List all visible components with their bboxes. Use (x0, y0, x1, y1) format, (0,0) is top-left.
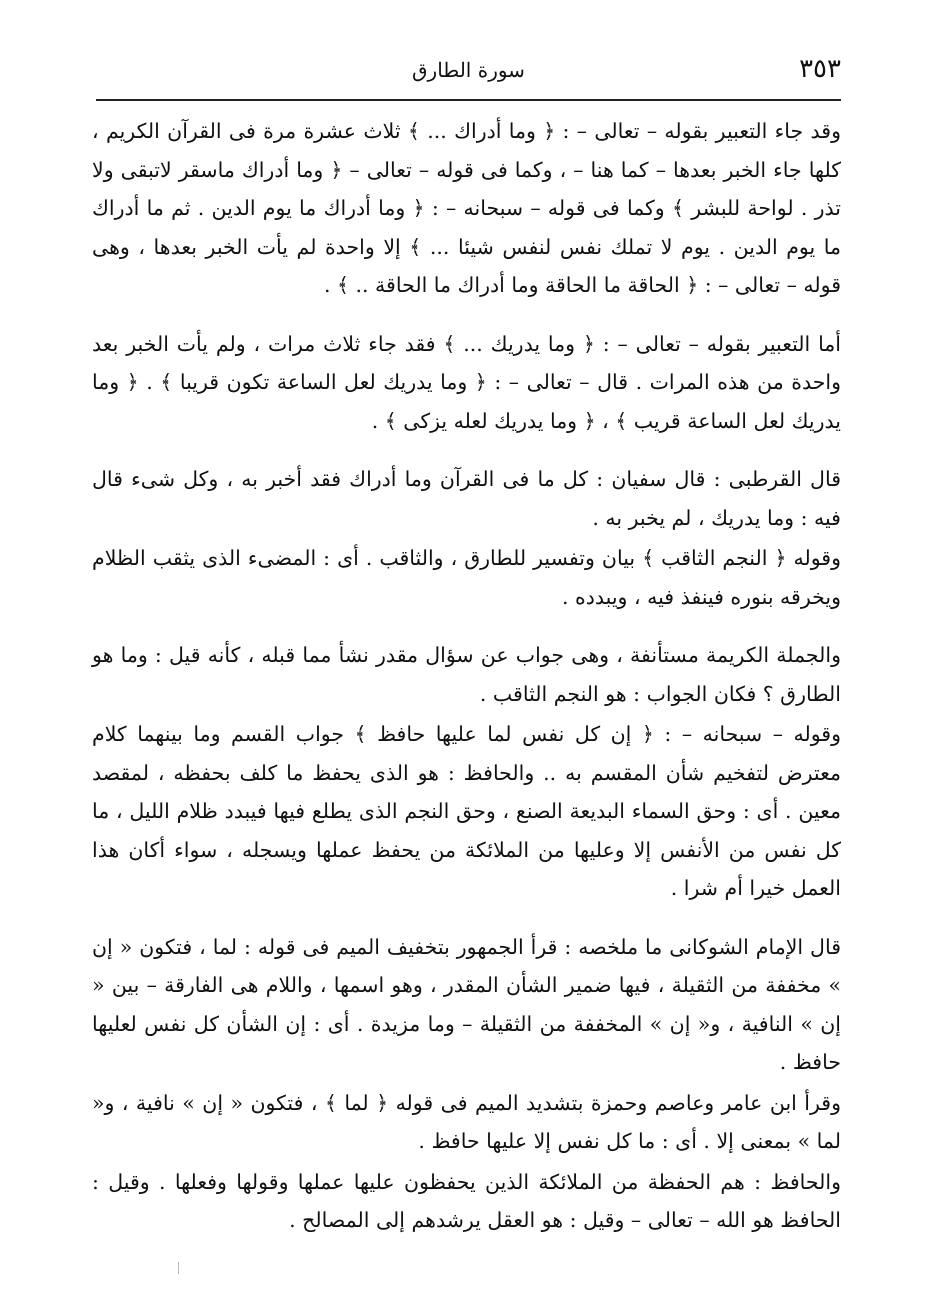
surah-title: سورة الطارق (412, 58, 525, 82)
paragraph: وقوله – سبحانه – : ﴿ إن كل نفس لما عليها حافظ ﴾ جواب القسم وما بينهما كلام معترض لتفخيم شأن المقسم به .. والحافظ : هو الذى يحفظ ما كلف بحفظه ، لمقصد معين . أى : وحق السماء البديعة الصنع ، وحق النجم الذى يطلع فيها فيبدد ظلام الليل ، ما كل نفس من الأنفس إلا وعليها من الملائكة من يحفظ عملها ويسجله ، سواء أكان هذا العمل خيرا أم شرا . (92, 722, 841, 900)
page-body (92, 112, 841, 1240)
paragraph: وقرأ ابن عامر وعاصم وحمزة بتشديد الميم فى قوله ﴿ لما ﴾ ، فتكون « إن » نافية ، و« لما » بمعنى إلا . أى : ما كل نفس إلا عليها حافظ . (92, 1090, 841, 1153)
paragraph: أما التعبير بقوله – تعالى – : ﴿ وما يدريك ... ﴾ فقد جاء ثلاث مرات ، ولم يأت الخبر بعد واحدة من هذه المرات . قال – تعالى – : ﴿ وما يدريك لعل الساعة تكون قريبا ﴾ . ﴿ وما يدريك لعل الساعة قريب ﴾ ، ﴿ وما يدريك لعله يزكى ﴾ . (92, 331, 841, 433)
paragraph: وقد جاء التعبير بقوله – تعالى – : ﴿ وما أدراك ... ﴾ ثلاث عشرة مرة فى القرآن الكريم ، كلها جاء الخبر بعدها – كما هنا – ، وكما فى قوله – تعالى – ﴿ وما أدراك ماسقر لاتبقى ولا تذر . لواحة للبشر ﴾ وكما فى قوله – سبحانه – : ﴿ وما أدراك ما يوم الدين . ثم ما أدراك ما يوم الدين . يوم لا تملك نفس لنفس شيئا ... ﴾ إلا واحدة لم يأت الخبر بعدها ، وهى قوله – تعالى – : ﴿ الحاقة ما الحاقة وما أدراك ما الحاقة .. ﴾ . (92, 119, 841, 297)
paragraph: قال القرطبى : قال سفيان : كل ما فى القرآن وما أدراك فقد أخبر به ، وكل شىء قال فيه : وما يدريك ، لم يخبر به . (92, 467, 841, 530)
header-divider (96, 99, 841, 101)
paragraph: وقوله ﴿ النجم الثاقب ﴾ بيان وتفسير للطارق ، والثاقب . أى : المضىء الذى يثقب الظلام ويخرقه بنوره فينفذ فيه ، ويبدده . (92, 546, 841, 609)
page-number: ٣٥٣ (799, 54, 841, 84)
scan-mark (178, 1262, 179, 1274)
paragraph: قال الإمام الشوكانى ما ملخصه : قرأ الجمهور بتخفيف الميم فى قوله : لما ، فتكون « إن » مخففة من الثقيلة ، فيها ضمير الشأن المقدر ، وهو اسمها ، واللام هى الفارقة – بين « إن » النافية ، و« إن » المخففة من الثقيلة – وما مزيدة . أى : إن الشأن كل نفس لعليها حافظ . (92, 934, 841, 1074)
page-header (96, 52, 841, 92)
paragraph: والحافظ : هم الحفظة من الملائكة الذين يحفظون عليها عملها وقولها وفعلها . وقيل : الحافظ هو الله – تعالى – وقيل : هو العقل يرشدهم إلى المصالح . (92, 1169, 841, 1232)
paragraph: والجملة الكريمة مستأنفة ، وهى جواب عن سؤال مقدر نشأ مما قبله ، كأنه قيل : وما هو الطارق ؟ فكان الجواب : هو النجم الثاقب . (92, 643, 841, 706)
